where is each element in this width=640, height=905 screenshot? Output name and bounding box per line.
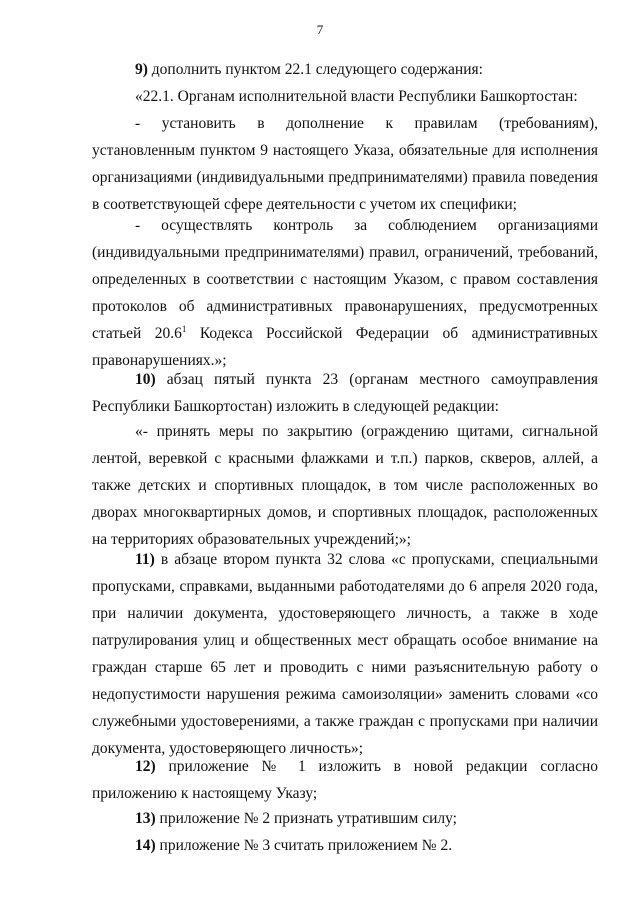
paragraph-text: приложение № 2 признать утратившим силу; (155, 810, 457, 827)
paragraph-item-14 (92, 832, 598, 859)
paragraph-quote-measures (92, 418, 598, 553)
page-number: 7 (316, 22, 324, 37)
paragraph-text: в абзаце втором пункта 32 слова «с пропусками, специальными пропусками, справками, выданными работодателями до 6 апреля 2020 года, при наличии документа, удостоверяющего личность, а также в ходе патрулирования улиц и общественных мест обращать особое внимание на граждан старше 65 лет и проводить с ними разъяснительную работу о недопустимости нарушения режима самоизоляции» заменить словами «со служебными удостоверениями, а также граждан с пропусками при наличии документа, удостоверяющего личность»; (92, 551, 598, 757)
paragraph-bullet-control (92, 212, 598, 374)
item-number: 11) (135, 551, 155, 568)
paragraph-item-10 (92, 366, 598, 420)
paragraph-text: Кодекса Российской Федерации об административных правонарушениях.»; (92, 325, 598, 369)
paragraph-text: приложение № 3 считать приложением № 2. (155, 837, 453, 854)
paragraph-item-9 (92, 56, 598, 83)
paragraph-bullet-establish (92, 110, 598, 218)
paragraph-text: абзац пятый пункта 23 (органам местного самоуправления Республики Башкортостан) изложить в следующей редакции: (92, 371, 598, 415)
paragraph-text: приложение № 1 изложить в новой редакции согласно приложению к настоящему Указу; (92, 758, 598, 802)
item-number: 13) (135, 810, 156, 827)
paragraph-quote-start (92, 83, 598, 110)
item-number: 14) (135, 837, 156, 854)
paragraph-text: - установить в дополнение к правилам (требованиям), установленным пунктом 9 настоящего Указа, обязательные для исполнения организациями (индивидуальными предпринимателями) правила поведения в соответствующей сфере деятельности с учетом их специфики; (92, 115, 598, 213)
paragraph-item-11 (92, 546, 598, 762)
paragraph-item-13 (92, 805, 598, 832)
superscript: 1 (181, 323, 187, 334)
paragraph-text: «22.1. Органам исполнительной власти Республики Башкортостан: (135, 88, 578, 105)
item-number: 10) (135, 371, 156, 388)
item-number: 12) (135, 758, 156, 775)
item-number: 9) (135, 61, 148, 78)
paragraph-text: «- принять меры по закрытию (ограждению щитами, сигнальной лентой, веревкой с красными флажками и т.п.) парков, скверов, аллей, а также детских и спортивных площадок, в том числе расположенных во дворах многоквартирных домов, и спортивных площадок, расположенных на территориях образовательных учреждений;»; (92, 423, 598, 548)
paragraph-text: - осуществлять контроль за соблюдением организациями (индивидуальными предпринимателями) правил, ограничений, требований, определенных в соответствии с настоящим Указом, с правом составления протоколов об административных правонарушениях, предусмотренных статьей 20.6 (92, 217, 598, 342)
paragraph-item-12 (92, 753, 598, 807)
paragraph-text: дополнить пунктом 22.1 следующего содержания: (147, 61, 483, 78)
